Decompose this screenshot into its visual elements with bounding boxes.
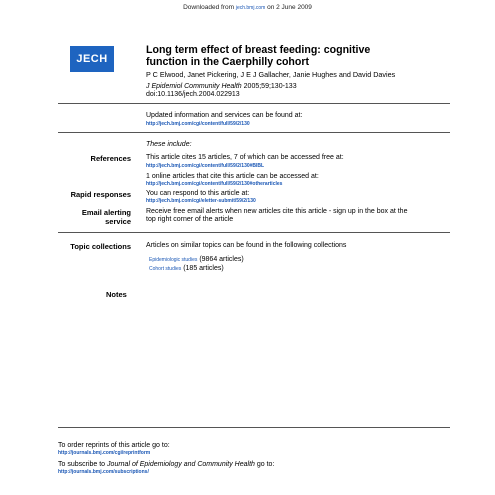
include-heading: These include: [146,141,192,148]
email-label-line-2: service [105,217,131,226]
title-line-1: Long term effect of breast feeding: cognitive [146,44,371,56]
divider [58,132,450,133]
subscribe-link[interactable]: http://journals.bmj.com/subscriptions/ [58,469,149,475]
topic-item [149,265,244,274]
article-doi: doi:10.1136/jech.2004.022913 [146,91,240,98]
subscribe-suffix: go to: [256,461,275,468]
email-text-line-2: top right corner of the article [146,216,234,223]
subscribe-prefix: To subscribe to [58,461,106,468]
journal-name: J Epidemiol Community Health [146,83,242,90]
email-label-line-1: Email alerting [81,208,131,217]
divider [58,103,450,104]
citing-articles-link[interactable]: http://jech.bmj.com/cgi/content/full/59/2/130#otherarticles [146,181,283,187]
download-prefix: Downloaded from [183,4,235,11]
topic-collections-label: Topic collections [70,242,131,251]
reprints-text: To order reprints of this article go to: [58,442,170,449]
rapid-responses-link[interactable]: http://jech.bmj.com/cgi/eletter-submit/59/2/130 [146,198,256,204]
subscribe-journal: Journal of Epidemiology and Community Health [107,461,255,468]
divider [58,232,450,233]
journal-citation [146,83,297,90]
citation-volume: 2005;59;130-133 [243,83,297,90]
email-text-line-1: Receive free email alerts when new articles cite this article - sign up in the box at the [146,208,408,215]
download-url[interactable]: jech.bmj.com [235,5,266,11]
article-title [146,45,446,68]
topic-item [149,256,244,265]
topic-list [149,256,244,273]
article-authors: P C Elwood, Janet Pickering, J E J Gallacher, Janie Hughes and David Davies [146,70,396,79]
email-alerting-text [146,208,407,224]
citing-articles-text: 1 online articles that cite this article can be accessed at: [146,173,319,180]
download-date: on 2 June 2009 [267,4,312,11]
email-alerting-label [82,208,131,226]
updated-info-text: Updated information and services can be found at: [146,112,303,119]
rapid-responses-text: You can respond to this article at: [146,190,250,197]
topic-link[interactable]: Epidemiologic studies [149,257,198,263]
notes-label: Notes [106,290,127,299]
jech-logo[interactable]: JECH [70,46,114,72]
topic-link[interactable]: Cohort studies [149,265,182,272]
topic-collections-text: Articles on similar topics can be found in the following collections [146,242,347,249]
subscribe-text [58,461,274,468]
topic-count: (185 articles) [183,264,224,272]
rapid-responses-label: Rapid responses [70,190,131,199]
download-notice [0,4,495,11]
references-label: References [90,154,131,163]
divider [58,427,450,428]
updated-info-link[interactable]: http://jech.bmj.com/cgi/content/full/59/2/130 [146,121,250,127]
title-line-2: function in the Caerphilly cohort [146,55,310,68]
topic-count: (9864 articles) [199,256,244,263]
references-link[interactable]: http://jech.bmj.com/cgi/content/full/59/2/130#BIBL [146,163,265,169]
references-text: This article cites 15 articles, 7 of which can be accessed free at: [146,154,344,161]
reprints-link[interactable]: http://journals.bmj.com/cgi/reprintform [58,450,151,456]
